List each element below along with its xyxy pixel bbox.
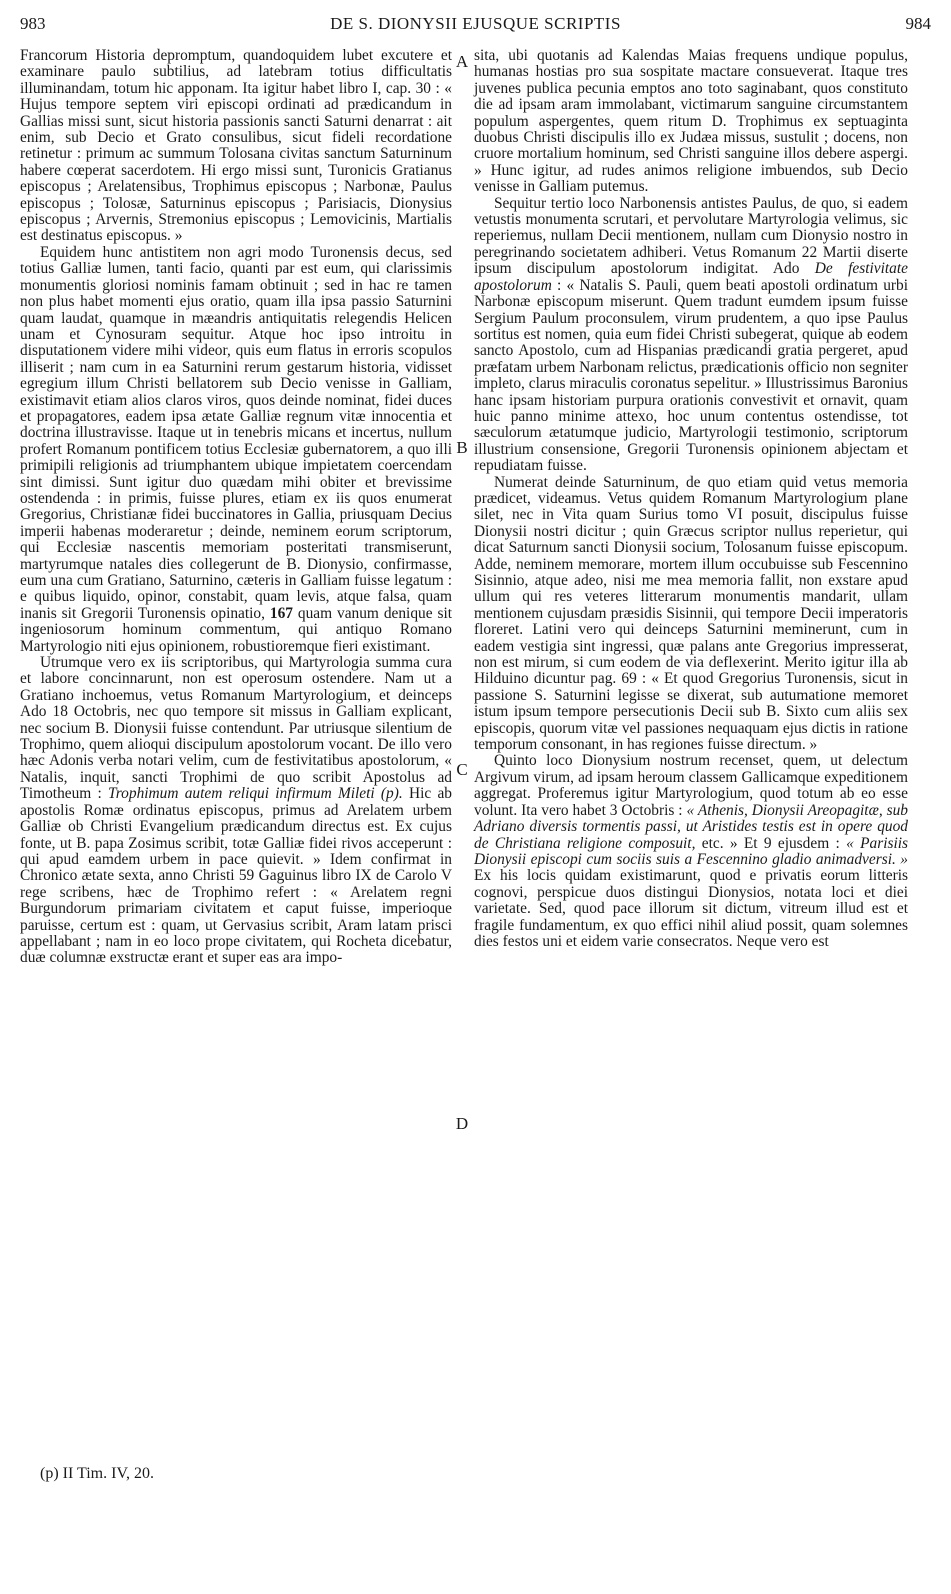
right-paragraph-1: sita, ubi quotanis ad Kalendas Maias frequens undique populus, humanas hostias pro sua sospitate mactare consueverat. Itaque tres juvenes publica pecunia emptos ano toto saginabant, quos constituto die ad ipsam aram immolabant, victimarum sanguine circumstantem populum aspergentes, quem ritum D. Trophimus ex septuaginta duobus Christi discipulis illo ex Judæa missus, sustulit ; docens, non cruore mortalium hominum, sed Christi sanguine illos debere aspergi. » Hunc igitur, ad rudes animos religione imbuendos, sub Decio venisse in Galliam putemus. xyxy=(474,47,908,196)
left-paragraph-3-b: Hic ab apostolis Romæ ordinatus episcopus, primus ad Arelatem urbem Galliæ ob Christi Evangelium prædicandum directus est. Ex cujus fonte, ut B. papa Zosimus scribit, totæ Galliæ fidei rivos acceperunt : qui apud eamdem urbem in pace quievit. » Idem confirmat in Chronico ætate sexta, anno Christi 59 Gaguinus libro IX de Carolo V rege scribens, hæc de Trophimo refert : « Arelatem regni Burgundorum primariam civitatem et caput fuisse, imperioque paruisse, certum est : quam, ut Gervasius scribit, Aram latam prisci appellabant ; nam in eo loco prope civitatem, qui Rocheta dicebatur, duæ columnæ exstructæ erant et super eas ara impo- xyxy=(20,785,452,967)
right-paragraph-2 xyxy=(474,196,908,475)
margin-letter-c: C xyxy=(456,760,468,779)
right-paragraph-4-mid: etc. » Et 9 ejusdem : xyxy=(701,834,840,852)
running-header xyxy=(20,14,931,38)
left-paragraph-2-text: Equidem hunc antistitem non agri modo Turonensis decus, sed totius Galliæ lumen, tanti facio, quanti par est eum, qui clarissimis monumentis gloriosi nominis famam obtinuit ; sed in hac re tamen non plus habet momenti ejus oratio, quam illa ipsa passio Saturnini quam laudat, quamque in mæandris antiquitatis relegendis Helicen unam et Cynosuram sequitur. Atque hoc ipso introitu in disputationem videre mihi videor, quis eum flatus in erroris scopulos illiserit ; nam cum in ea Saturnini rerum gestarum historia, vidisset egregium illum Christi bellatorem sub Decio venisse in Galliam, existimavit etiam alios claros viros, quos deinde nominat, fidei duces et propagatores, eadem ipsa ætate Galliæ regnum vitæ innocentia et doctrina illustravisse. Itaque ut in tenebris micans et incertus, nullum profert Romanum pontificem totius Ecclesiæ gubernatorem, a quo illi primipili religionis ad triumphantem ubique impietatem coercendam sint dimissi. Sunt igitur duo quædam mihi obiter et brevissime ostendenda : in primis, fuisse plures, etiam ex iis quos enumerat Gregorius, Christianæ fidei buccinatores in Gallia, priusquam Decius imperii habenas moderaretur ; deinde, neminem eorum scriptorum, qui Ecclesiæ nascentis memoriam posteritati transmiserunt, martyrumque natales dies collegerunt de B. Dionysio, confirmasse, eum una cum Gratiano, Saturnino, cæteris in Galliam fuisse legatum : e quibus liquido, opinor, constabit, quam levis, atque falsa, quam inanis sit Gregorii Turonensis opinatio, xyxy=(20,243,452,622)
right-paragraph-2-b: : « Natalis S. Pauli, quem beati apostoli ordinatum urbi Narbonæ episcopum miserunt. Quem tradunt eumdem ipsum fuisse Sergium Paulum proconsulem, virum prudentem, a quo ipse Paulus sortitus est nomen, quia eum fidei Christi subegerat, quique ab eodem sancto Apostolo, cum ad Hispanias prædicandi gratia pergeret, apud præfatam urbem Narbonam relictus, prædicationis officio non segniter impleto, clarus miraculis coronatus sepelitur. » Illustrissimus Baronius hanc ipsam historiam purpura orationis convestivit et ornavit, quam huic panno minime attexo, hoc unum contentus ostendisse, tot sæculorum ætatumque judicio, Martyrologii testimonio, scriptorum illustrium consensione, Gregorii Turonensis opinionem abjectam et repudiatam fuisse. xyxy=(474,276,908,475)
left-paragraph-2-end: quam vanum denique sit ingeniosorum hominum commentum, qui antiquo Romano Martyrologio niti ejus opinionem, robustioremque fieri existimant. xyxy=(20,604,452,655)
page-number-left: 983 xyxy=(20,14,46,33)
margin-letter-d: D xyxy=(455,1114,469,1133)
running-title: DE S. DIONYSII EJUSQUE SCRIPTIS xyxy=(330,14,621,33)
left-paragraph-3 xyxy=(20,655,452,967)
right-paragraph-4-a: Quinto loco Dionysium nostrum recenset, quem, ut delectum Argivum virum, ad ipsam heroum classem Gallicamque expeditionem aggregat. Proferemus igitur Martyrologium, quod totum ab eo esse volunt. Ita vero habet 3 Octobris : xyxy=(474,752,908,819)
left-paragraph-3-italic: Trophimum autem reliqui infirmum Mileti (p). xyxy=(108,785,403,803)
column-mark: 167 xyxy=(269,604,293,622)
right-paragraph-2-italic: De festivitate apostolorum xyxy=(474,260,908,294)
margin-letter-a: A xyxy=(455,52,469,71)
right-paragraph-3: Numerat deinde Saturninum, de quo etiam quid vetus memoria prædicet, videamus. Vetus quidem Romanum Martyrologium plane silet, nec in Vita quam Surius tomo VI posuit, discipulus fuisse Dionysii nostri dicitur ; quin Græcus scriptor nullus reperietur, qui dicat Saturnum sancti Dionysii socium, Tolosanum fuisse episcopum. Adde, neminem memorare, mortem illum occubuisse sub Fescennino Sisinnio, atque adeo, nisi me mea memoria fallit, non exstare apud ullum qui res veteres litterarum monumentis mandarit, ullam mentionem cujusdam præsidis Sisinnii, qui tempore Decii imperatoris floreret. Latini vero qui deinceps Saturnini meminerunt, cum in eadem vestigia sint ingressi, quæ palans ante Gregorius impresserat, non est mirum, si cum eodem de via deflexerint. Merito igitur illa ab Hilduino dicuntur pag. 69 : « Et quod Gregorius Turonensis, sicut in passione S. Saturnini legisse se dixerat, sub autumatione memoret istum ipsum tempore persecutionis Decii sub B. Sixto cum aliis sex episcopis, quorum vitæ vel passiones nequaquam ejus dictis in ratione temporum consonant, in has regiones fuisse directum. » xyxy=(474,473,908,754)
left-paragraph-2 xyxy=(20,245,452,655)
right-paragraph-4-italic-1: « Athenis, Dionysii Areopagitæ, sub Adriano diversis tormentis passi, ut Aristides testis est in opere quod de Christiana religione composuit, xyxy=(474,801,908,852)
left-paragraph-1: Francorum Historia depromptum, quandoquidem lubet excutere et examinare paulo subtilius, ad latebram totius difficultatis illuminandam, totum hic apponam. Ita igitur habet libro I, cap. 30 : « Hujus tempore septem viri episcopi ordinati ad prædicandum in Gallias missi sunt, sicut historia passionis sancti Saturni denarrat : ait enim, sub Decio et Grato consulibus, sicut fideli recordatione retinetur : primum ac summum Tolosana civitas sanctum Saturninum habere cœperat sacerdotem. Hi ergo missi sunt, Turonicis Gratianus episcopus ; Arelatensibus, Trophimus episcopus ; Narbonæ, Paulus episcopus ; Tolosæ, Saturninus episcopus ; Parisiacis, Dionysius episcopus ; Arvernis, Stremonius episcopus ; Lemovicinis, Martialis est destinatus episcopus. » xyxy=(20,47,452,245)
left-column xyxy=(20,48,452,967)
margin-letter-b: B xyxy=(456,438,468,457)
right-paragraph-4 xyxy=(474,753,908,950)
right-column xyxy=(474,48,908,950)
page-number-right: 984 xyxy=(905,14,931,33)
left-paragraph-3-a: Utrumque vero ex iis scriptoribus, qui Martyrologia summa cura et labore concinnarunt, non est operosum ostendere. Nam ut a Gratiano inchoemus, vetus Romanum Martyrologium, et deinceps Ado 18 Octobris, nec quo tempore sit missus in Galliam explicant, nec socium B. Dionysii fuisse contendunt. Par utriusque silentium de Trophimo, quem alioqui discipulum apostolorum vocant. De illo vero hæc Adonis verba notari velim, cum de festivitatibus apostolorum, « Natalis, inquit, sancti Trophimi de quo scribit Apostolus ad Timotheum : xyxy=(20,654,452,803)
right-paragraph-4-italic-2: « Parisiis Dionysii episcopi cum sociis suis a Fescennino gladio animadversi. » xyxy=(474,834,908,868)
right-paragraph-4-b: Ex his locis quidam existimarunt, quod e privatis eorum litteris cognovi, perspicue duos distingui Dionysios, notata loci et diei varietate. Sed, quod pace illorum sit dictum, vitreum illud est et fragile fundamentum, ex quo effici nihil aliud possit, quam solemnes dies festos uni et eidem varie consecratos. Neque vero est xyxy=(474,867,908,950)
right-paragraph-2-a: Sequitur tertio loco Narbonensis antistes Paulus, de quo, si eadem vetustis monumenta scrutari, et pervolutare Martyrologia velimus, sic reperiemus, nullam Decii mentionem, nullam cum Dionysio nostro in peregrinando societatem adhiberi. Vetus Romanum 22 Martii diserte ipsum discipulum apostolorum indigitat. Ado xyxy=(474,194,908,278)
footnote: (p) II Tim. IV, 20. xyxy=(40,1465,154,1482)
